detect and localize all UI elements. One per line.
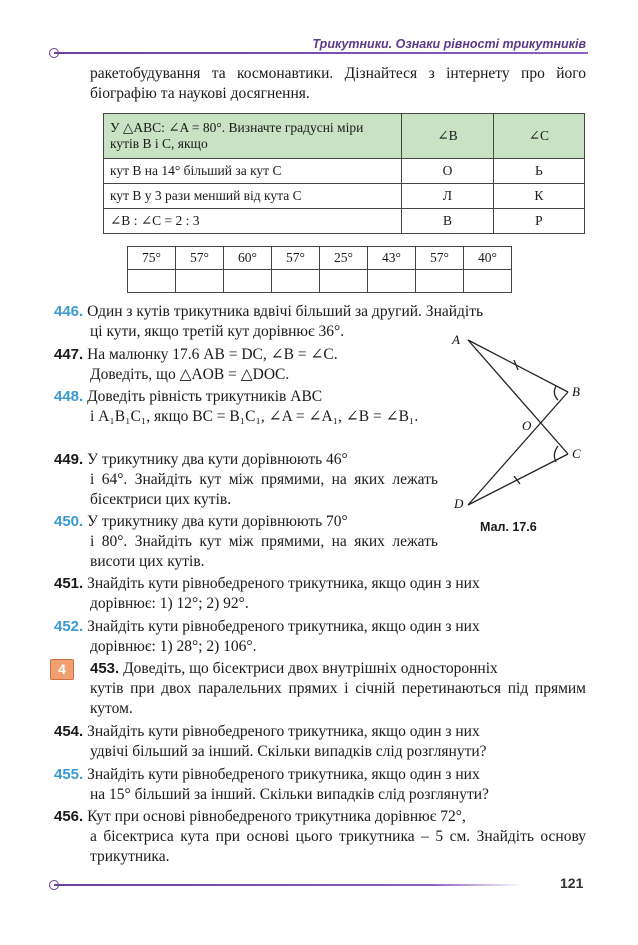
label-a: A <box>452 332 460 347</box>
segment-ab <box>468 340 568 392</box>
problem-449 <box>54 450 438 510</box>
problem-text: У трикутнику два кути дорівнюють 70° <box>87 513 348 530</box>
table-row <box>104 159 585 184</box>
answer-blank-cell <box>464 270 512 293</box>
answer-blank-cell <box>176 270 224 293</box>
problem-text-cont: ці кути, якщо третій кут дорівнює 36°. <box>90 323 345 340</box>
problem-453 <box>54 659 586 719</box>
answer-value: 40° <box>464 247 512 270</box>
problem-text-cont: а бісектриса кута при основі цього трикутника – 5 см. Знайдіть основу трикутника. <box>90 828 586 865</box>
problem-text-cont: і A₁B₁C₁, якщо BC = B₁C₁, ∠A = ∠A₁, ∠B = ∠B₁. <box>90 408 419 425</box>
row-condition: ∠B : ∠C = 2 : 3 <box>104 209 402 234</box>
problem-number: 452. <box>54 618 84 635</box>
task-table-header <box>104 114 585 159</box>
intro-paragraph: ракетобудування та космонавтики. Дізнайтеся з інтернету про його біографію та наукові досягнення. <box>90 65 586 102</box>
problem-text-cont: на 15° більший за інший. Скільки випадків слід розглянути? <box>90 786 489 803</box>
problem-number: 453. <box>90 660 120 677</box>
problem-number: 454. <box>54 723 84 740</box>
problem-text: Доведіть, що бісектриси двох внутрішніх односторонніх <box>123 660 498 677</box>
row-condition: кут B на 14° більший за кут C <box>104 159 402 184</box>
problem-number: 456. <box>54 808 84 825</box>
problem-452 <box>54 617 586 657</box>
problem-447 <box>54 345 438 385</box>
problem-text-cont: кутів при двох паралельних прямих і січній перетинаються під прямим кутом. <box>90 680 586 717</box>
problem-number: 450. <box>54 513 84 530</box>
answer-table <box>127 246 512 293</box>
answer-blank-cell <box>224 270 272 293</box>
segment-db <box>468 392 568 505</box>
row-condition: кут B у 3 рази менший від кута C <box>104 184 402 209</box>
problem-text-cont: удвічі більший за інший. Скільки випадків слід розглянути? <box>90 743 487 760</box>
label-c: C <box>572 446 581 461</box>
problem-text: Доведіть рівність трикутників ABC <box>87 388 323 405</box>
problem-text: У трикутнику два кути дорівнюють 46° <box>87 451 348 468</box>
footer-rule <box>54 884 524 886</box>
row-letter-c: Ь <box>493 159 584 184</box>
problem-456 <box>54 807 586 867</box>
answer-blank-cell <box>368 270 416 293</box>
row-letter-b: В <box>402 209 493 234</box>
answer-blank-row <box>128 270 512 293</box>
problem-number: 449. <box>54 451 84 468</box>
answer-value: 57° <box>176 247 224 270</box>
task-table-col-b: ∠B <box>402 114 493 159</box>
problem-text-cont: і 80°. Знайдіть кут між прямими, на яких лежать висоти цих кутів. <box>90 533 438 570</box>
figure-17-6 <box>440 330 600 515</box>
answer-value: 75° <box>128 247 176 270</box>
row-letter-c: Р <box>493 209 584 234</box>
answer-blank-cell <box>128 270 176 293</box>
problem-448 <box>54 387 438 427</box>
task-table <box>103 113 585 234</box>
answer-blank-cell <box>416 270 464 293</box>
problem-text-cont: і 64°. Знайдіть кут між прямими, на яких лежать бісектриси цих кутів. <box>90 471 438 508</box>
tick-dc <box>514 476 520 484</box>
label-o: O <box>522 418 532 433</box>
problem-text-cont: Доведіть, що △AOB = △DOC. <box>90 366 290 383</box>
row-letter-b: О <box>402 159 493 184</box>
problem-number: 451. <box>54 575 84 592</box>
row-letter-b: Л <box>402 184 493 209</box>
problem-number: 447. <box>54 346 84 363</box>
problem-text: Знайдіть кути рівнобедреного трикутника, якщо один з них <box>87 618 480 635</box>
problem-number: 446. <box>54 303 84 320</box>
angle-mark-b <box>554 386 558 400</box>
answer-value: 25° <box>320 247 368 270</box>
table-row <box>104 209 585 234</box>
answer-value: 60° <box>224 247 272 270</box>
label-d: D <box>454 496 464 511</box>
problem-text-cont: дорівнює: 1) 12°; 2) 92°. <box>90 595 249 612</box>
problem-text: Знайдіть кути рівнобедреного трикутника, якщо один з них <box>87 766 480 783</box>
problem-number: 455. <box>54 766 84 783</box>
answer-value: 57° <box>416 247 464 270</box>
label-b: B <box>572 384 580 399</box>
running-header: Трикутники. Ознаки рівності трикутників <box>312 37 586 51</box>
task-table-header-text: У △ABC: ∠A = 80°. Визначте градусні міри кутів B і C, якщо <box>104 114 402 159</box>
answer-value: 43° <box>368 247 416 270</box>
figure-caption: Мал. 17.6 <box>480 520 537 534</box>
problem-text: Знайдіть кути рівнобедреного трикутника, якщо один з них <box>87 723 480 740</box>
header-rule <box>54 52 588 54</box>
problem-454 <box>54 722 586 762</box>
answer-blank-cell <box>320 270 368 293</box>
problem-number: 448. <box>54 388 84 405</box>
problem-text: Знайдіть кути рівнобедреного трикутника, якщо один з них <box>87 575 480 592</box>
table-row <box>104 184 585 209</box>
problem-450 <box>54 512 438 572</box>
problem-text: На малюнку 17.6 AB = DC, ∠B = ∠C. <box>87 346 338 363</box>
row-letter-c: К <box>493 184 584 209</box>
difficulty-badge: 4 <box>50 659 74 680</box>
task-table-col-c: ∠C <box>493 114 584 159</box>
answer-values-row <box>128 247 512 270</box>
problem-455 <box>54 765 586 805</box>
page-number: 121 <box>560 875 584 891</box>
answer-value: 57° <box>272 247 320 270</box>
segment-ac <box>468 340 568 454</box>
segment-dc <box>468 454 568 505</box>
problem-451 <box>54 574 586 614</box>
answer-blank-cell <box>272 270 320 293</box>
problem-text: Кут при основі рівнобедреного трикутника дорівнює 72°, <box>87 808 466 825</box>
problem-text: Один з кутів трикутника вдвічі більший за другий. Знайдіть <box>87 303 484 320</box>
problem-text-cont: дорівнює: 1) 28°; 2) 106°. <box>90 638 257 655</box>
